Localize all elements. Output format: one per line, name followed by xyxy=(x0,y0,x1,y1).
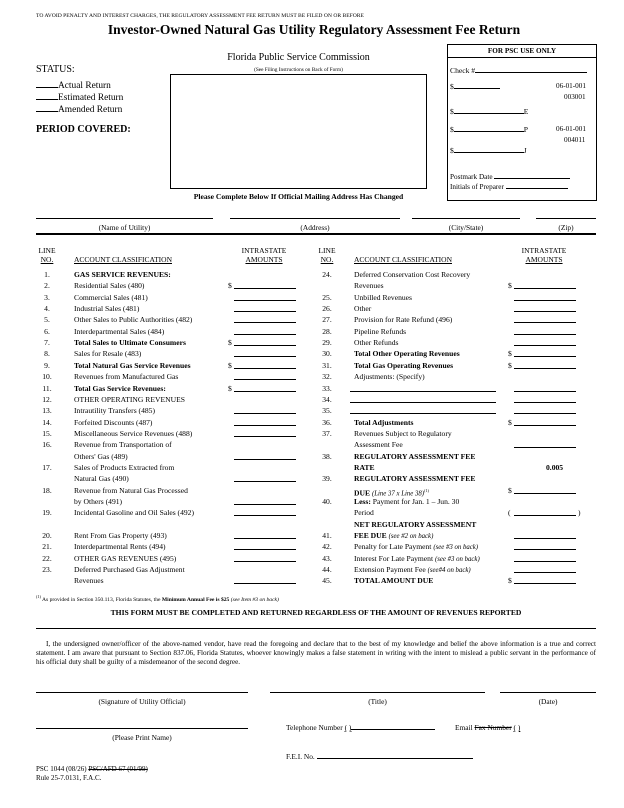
amount-field[interactable] xyxy=(514,327,576,335)
amount-field[interactable] xyxy=(234,281,296,289)
line-number: 6. xyxy=(44,326,50,336)
adjustment-specify-line[interactable] xyxy=(350,395,496,403)
table-row xyxy=(36,429,306,440)
table-row xyxy=(316,565,596,576)
table-row xyxy=(316,508,596,519)
account-label: Incidental Gasoline and Oil Sales (492) xyxy=(74,508,194,518)
amount-field[interactable] xyxy=(234,372,296,380)
line-number: 41. xyxy=(322,531,332,541)
paren-close: ) xyxy=(578,508,581,518)
amended-return-option[interactable]: Amended Return xyxy=(36,104,123,116)
amount-field[interactable] xyxy=(514,361,576,369)
line-number: 23. xyxy=(42,565,52,575)
account-label: OTHER GAS REVENUES (495) xyxy=(74,553,177,563)
table-row xyxy=(316,474,596,485)
table-row xyxy=(316,463,596,474)
amount-field[interactable] xyxy=(234,338,296,346)
table-row xyxy=(36,554,306,565)
account-label: Natural Gas (490) xyxy=(74,474,129,484)
table-row xyxy=(316,281,596,292)
zip-caption: (Zip) xyxy=(558,223,574,232)
dollar-sign: $ xyxy=(508,485,512,495)
line-number: 22. xyxy=(42,553,52,563)
amount-field[interactable] xyxy=(514,576,576,584)
account-label: Industrial Sales (481) xyxy=(74,304,140,314)
account-label: Interdepartmental Rents (494) xyxy=(74,542,166,552)
psc-code-2a: 06-01-001 xyxy=(556,125,586,133)
dollar-sign: $ xyxy=(508,576,512,586)
account-label: Residential Sales (480) xyxy=(74,281,145,291)
dollar-sign: $ xyxy=(508,349,512,359)
table-row xyxy=(36,304,306,315)
email-field[interactable]: Email Fax Number ( ) xyxy=(455,723,521,732)
fee-rate-value: 0.005 xyxy=(546,462,564,472)
line-number: 42. xyxy=(322,542,332,552)
account-label: Total Gas Operating Revenues xyxy=(354,360,454,370)
dollar-sign: $ xyxy=(508,360,512,370)
line-number: 12. xyxy=(42,394,52,404)
address-line[interactable] xyxy=(230,218,400,219)
line-number: 30. xyxy=(322,349,332,359)
table-row xyxy=(36,497,306,508)
table-row xyxy=(316,406,596,417)
title-caption: (Title) xyxy=(368,697,387,706)
account-label: Commercial Sales (481) xyxy=(74,292,148,302)
amount-field[interactable] xyxy=(514,281,576,289)
date-line[interactable] xyxy=(500,692,596,693)
table-row xyxy=(36,372,306,383)
line-number: 17. xyxy=(42,462,52,472)
amount-field[interactable] xyxy=(234,531,296,539)
account-label: Total Sales to Ultimate Consumers xyxy=(74,338,186,348)
line-number: 4. xyxy=(44,304,50,314)
table-row xyxy=(316,384,596,395)
dollar-sign: $ xyxy=(228,383,232,393)
line-number: 33. xyxy=(322,383,332,393)
address-caption: (Address) xyxy=(300,223,330,232)
amount-field[interactable] xyxy=(514,542,576,550)
account-label: Deferred Conservation Cost Recovery xyxy=(354,270,471,279)
line-number: 3. xyxy=(44,292,50,302)
table-row xyxy=(36,384,306,395)
table-row xyxy=(316,531,596,542)
amount-field[interactable] xyxy=(234,315,296,323)
account-label: Rent From Gas Property (493) xyxy=(74,531,167,541)
dollar-sign: $ xyxy=(508,281,512,291)
form-id: PSC 1044 (08/26) PSC/AFD 67 (01/99) Rule 25-7.0131, F.A.C. xyxy=(36,765,148,782)
amount-field[interactable] xyxy=(514,531,576,539)
amount-field[interactable] xyxy=(234,474,296,482)
table-row xyxy=(36,327,306,338)
line-number: 14. xyxy=(42,417,52,427)
account-label: Forfeited Discounts (487) xyxy=(74,417,153,427)
address-change-note: Please Complete Below If Official Mailing Address Has Changed xyxy=(193,192,404,201)
account-label: REGULATORY ASSESSMENT FEE xyxy=(354,451,476,461)
right-revenue-table xyxy=(316,270,596,590)
account-label: FEE DUE (see #2 on back) xyxy=(354,531,434,541)
account-label: Sales for Resale (483) xyxy=(74,349,142,359)
account-label: Interdepartmental Sales (484) xyxy=(74,326,165,336)
psc-amount-e[interactable]: $ E xyxy=(450,107,529,116)
line-number: 40. xyxy=(322,497,332,506)
account-label: Period xyxy=(354,508,374,518)
table-row xyxy=(316,395,596,406)
account-label: REGULATORY ASSESSMENT FEE xyxy=(354,474,476,484)
table-row xyxy=(316,452,596,463)
line-number: 1. xyxy=(44,270,50,279)
amount-field[interactable] xyxy=(514,508,576,516)
section-divider xyxy=(36,628,596,629)
line-number: 35. xyxy=(322,406,332,416)
account-label: NET REGULATORY ASSESSMENT xyxy=(354,519,477,529)
left-revenue-table xyxy=(36,270,306,590)
table-row xyxy=(36,520,306,531)
line-number: 31. xyxy=(322,360,332,370)
account-label: Miscellaneous Service Revenues (488) xyxy=(74,428,193,438)
psc-amount-p[interactable]: $ P xyxy=(450,125,529,134)
account-label: Other xyxy=(354,304,372,314)
table-row xyxy=(36,349,306,360)
paren-open: ( xyxy=(508,508,511,518)
account-label: Interest For Late Payment (see #3 on back) xyxy=(354,553,480,563)
table-row xyxy=(36,531,306,542)
account-label: DUE (Line 37 x Line 38)$^{(1)}$ xyxy=(354,487,429,498)
account-label: Other Sales to Public Authorities (482) xyxy=(74,315,193,325)
table-row xyxy=(36,452,306,463)
psc-amount-1[interactable]: $ xyxy=(450,82,500,91)
table-row xyxy=(36,406,306,417)
psc-code-2b: 004011 xyxy=(564,136,586,144)
psc-code-1b: 003001 xyxy=(564,93,586,101)
line-number: 38. xyxy=(322,451,332,461)
account-label: Intrautility Transfers (485) xyxy=(74,406,155,416)
adjustment-specify-line[interactable] xyxy=(350,384,496,392)
table-row xyxy=(36,293,306,304)
amount-field[interactable] xyxy=(514,486,576,494)
date-caption: (Date) xyxy=(538,697,558,706)
amount-field[interactable] xyxy=(514,565,576,573)
account-label: by Others (491) xyxy=(74,497,123,506)
table-row xyxy=(316,576,596,587)
preparer-initials-field[interactable]: Initials of Preparer xyxy=(450,183,568,191)
thick-divider xyxy=(36,233,596,235)
line-number: 28. xyxy=(322,326,332,336)
line-number: 27. xyxy=(322,315,332,325)
amount-field[interactable] xyxy=(234,384,296,392)
line-number: 26. xyxy=(322,304,332,314)
table-row xyxy=(36,281,306,292)
account-label: Revenue from Natural Gas Processed xyxy=(74,485,188,495)
actual-return-option[interactable]: Actual Return xyxy=(36,80,123,92)
line-number: 7. xyxy=(44,338,50,348)
title-line[interactable] xyxy=(270,692,485,693)
line-number: 2. xyxy=(44,281,50,291)
account-label: Sales of Products Extracted from xyxy=(74,462,175,472)
account-label: RATE xyxy=(354,462,375,472)
account-label: Total Adjustments xyxy=(354,417,414,427)
table-row xyxy=(316,429,596,440)
dollar-sign: $ xyxy=(508,417,512,427)
amount-field[interactable] xyxy=(234,497,296,505)
table-row xyxy=(316,304,596,315)
table-row xyxy=(316,440,596,451)
table-row xyxy=(36,418,306,429)
period-covered-label: PERIOD COVERED: xyxy=(36,124,131,135)
amount-field[interactable] xyxy=(514,395,576,403)
account-label: Total Gas Service Revenues: xyxy=(74,383,166,393)
line-number: 5. xyxy=(44,315,50,325)
amount-field[interactable] xyxy=(514,293,576,301)
table-row xyxy=(36,508,306,519)
amount-field[interactable] xyxy=(514,304,576,312)
account-label: Unbilled Revenues xyxy=(354,292,412,302)
table-row xyxy=(36,440,306,451)
table-row xyxy=(36,565,306,576)
line-number: 45. xyxy=(322,576,332,586)
psc-amount-j[interactable]: $ J xyxy=(450,146,527,155)
amount-field[interactable] xyxy=(514,315,576,323)
adjustment-specify-line[interactable] xyxy=(350,406,496,414)
table-row xyxy=(316,270,596,281)
declaration-text: I, the undersigned owner/officer of the above-named vendor, have read the foregoing and declare that to the best of my knowledge and belief the above information is a true and correct statement. I am aware that pursuant to Section 837.06, Florida Statutes, whoever knowingly makes a false statement in writing with the intent to mislead a public servant in the performance of his official duty shall be guilty of a misdemeanor of the second degree. xyxy=(36,640,596,666)
status-label: STATUS: xyxy=(36,64,75,75)
dollar-sign: $ xyxy=(228,281,232,291)
amount-field[interactable] xyxy=(234,349,296,357)
line-number: 21. xyxy=(42,542,52,552)
amount-field[interactable] xyxy=(514,384,576,392)
account-label: Total Other Operating Revenues xyxy=(354,349,460,359)
amount-field[interactable] xyxy=(234,452,296,460)
account-label: Revenues from Manufactured Gas xyxy=(74,372,179,382)
table-row xyxy=(316,315,596,326)
account-label: Provision for Rate Refund (496) xyxy=(354,315,453,325)
amount-field[interactable] xyxy=(514,418,576,426)
table-row xyxy=(36,486,306,497)
amount-field[interactable] xyxy=(514,554,576,562)
amount-field[interactable] xyxy=(514,406,576,414)
line-number: 25. xyxy=(322,292,332,302)
table-row xyxy=(316,349,596,360)
amount-field[interactable] xyxy=(234,304,296,312)
filing-deadline-warning: TO AVOID PENALTY AND INTEREST CHARGES, THE REGULATORY ASSESSMENT FEE RETURN MUST BE FILED ON OR BEFORE xyxy=(36,13,364,19)
table-row xyxy=(316,361,596,372)
minimum-fee-footnote: $^{(1)}$ As provided in Section 350.113, Florida Statutes, the Minimum Annual Fee is $25 (see Item #3 on back) xyxy=(36,594,279,603)
telephone-field[interactable]: Telephone Number ( ) xyxy=(286,723,435,732)
table-row xyxy=(316,486,596,497)
dollar-sign: $ xyxy=(228,360,232,370)
psc-use-only-box xyxy=(447,44,597,201)
signature-line[interactable] xyxy=(36,692,248,693)
table-row xyxy=(36,338,306,349)
amount-field[interactable] xyxy=(234,293,296,301)
amount-field[interactable] xyxy=(234,542,296,550)
line-number: 13. xyxy=(42,406,52,416)
account-label: Assessment Fee xyxy=(354,440,403,450)
utility-name-line[interactable] xyxy=(36,218,213,219)
line-number: 8. xyxy=(44,349,50,359)
line-number: 36. xyxy=(322,417,332,427)
amount-field[interactable] xyxy=(234,508,296,516)
signature-caption: (Signature of Utility Official) xyxy=(98,697,186,706)
table-row xyxy=(316,293,596,304)
line-number: 44. xyxy=(322,565,332,575)
account-label: Revenue from Transportation of xyxy=(74,440,172,450)
account-label: Revenues xyxy=(74,576,104,586)
account-label: GAS SERVICE REVENUES: xyxy=(74,270,171,279)
line-number: 18. xyxy=(42,485,52,495)
line-number: 15. xyxy=(42,428,52,438)
city-state-line[interactable] xyxy=(412,218,520,219)
table-row xyxy=(36,270,306,281)
amount-field[interactable] xyxy=(234,418,296,426)
table-row xyxy=(316,418,596,429)
table-row xyxy=(36,474,306,485)
line-number: 16. xyxy=(42,440,52,450)
table-row xyxy=(316,554,596,565)
right-col-headers: LINE NO. ACCOUNT CLASSIFICATION INTRASTATE AMOUNTS xyxy=(318,246,567,264)
amount-field[interactable] xyxy=(234,327,296,335)
table-row xyxy=(36,542,306,553)
estimated-return-option[interactable]: Estimated Return xyxy=(36,92,123,104)
line-number: 9. xyxy=(44,360,50,370)
line-number: 10. xyxy=(42,372,52,382)
line-number: 29. xyxy=(322,338,332,348)
commission-name: Florida Public Service Commission xyxy=(227,52,370,63)
print-name-caption: (Please Print Name) xyxy=(112,733,172,742)
line-number: 11. xyxy=(42,383,52,393)
line-number: 37. xyxy=(322,428,332,438)
line-number: 39. xyxy=(322,474,332,484)
print-name-line[interactable] xyxy=(36,728,248,729)
account-label: Penalty for Late Payment (see #3 on back) xyxy=(354,542,479,552)
account-label: Pipeline Refunds xyxy=(354,326,407,336)
account-label: Less: Payment for Jan. 1 – Jun. 30 xyxy=(354,497,460,506)
table-row xyxy=(36,315,306,326)
table-row xyxy=(316,338,596,349)
left-col-headers: LINE NO. ACCOUNT CLASSIFICATION INTRASTATE AMOUNTS xyxy=(38,246,287,264)
account-label: Extension Payment Fee (see#4 on back) xyxy=(354,565,471,575)
line-number: 43. xyxy=(322,553,332,563)
line-number: 34. xyxy=(322,394,332,404)
amount-field[interactable] xyxy=(234,361,296,369)
check-number-field[interactable]: Check # xyxy=(450,66,587,75)
table-row xyxy=(316,520,596,531)
fei-number-field[interactable]: F.E.I. No. xyxy=(286,752,473,761)
account-label: Deferred Purchased Gas Adjustment xyxy=(74,565,185,575)
amount-field[interactable] xyxy=(234,429,296,437)
amount-field[interactable] xyxy=(514,349,576,357)
table-row xyxy=(316,327,596,338)
account-label: Revenues xyxy=(354,281,384,291)
account-label: Others' Gas (489) xyxy=(74,451,128,461)
zip-line[interactable] xyxy=(536,218,596,219)
amount-field[interactable] xyxy=(234,554,296,562)
amount-field[interactable] xyxy=(234,406,296,414)
postmark-date-field[interactable]: Postmark Date xyxy=(450,173,570,181)
mailing-address-box[interactable] xyxy=(170,74,427,189)
account-label: TOTAL AMOUNT DUE xyxy=(354,576,434,586)
line-number: 20. xyxy=(42,531,52,541)
line-number: 24. xyxy=(322,270,332,279)
account-label: OTHER OPERATING REVENUES xyxy=(74,394,185,404)
table-row xyxy=(36,576,306,587)
table-row xyxy=(36,361,306,372)
table-row xyxy=(316,372,596,383)
filing-instructions-note: (See Filing Instructions on Back of Form) xyxy=(254,67,343,73)
form-title: Investor-Owned Natural Gas Utility Regulatory Assessment Fee Return xyxy=(107,22,521,37)
status-options xyxy=(36,80,123,116)
amount-field[interactable] xyxy=(514,338,576,346)
psc-header: FOR PSC USE ONLY xyxy=(487,47,557,55)
line-number: 19. xyxy=(42,508,52,518)
amount-field[interactable] xyxy=(514,440,576,448)
utility-name-caption: (Name of Utility) xyxy=(98,223,151,232)
amount-field[interactable] xyxy=(234,576,296,584)
psc-code-1a: 06-01-001 xyxy=(556,82,586,90)
line-number: 32. xyxy=(322,372,332,382)
table-row xyxy=(316,542,596,553)
table-row xyxy=(36,463,306,474)
dollar-sign: $ xyxy=(228,338,232,348)
city-state-caption: (City/State) xyxy=(448,223,484,232)
account-label: Revenues Subject to Regulatory xyxy=(354,428,452,438)
account-label: Total Natural Gas Service Revenues xyxy=(74,360,191,370)
table-row xyxy=(316,497,596,508)
account-label: Adjustments: (Specify) xyxy=(354,372,425,382)
table-row xyxy=(36,395,306,406)
must-complete-notice: THIS FORM MUST BE COMPLETED AND RETURNED REGARDLESS OF THE AMOUNT OF REVENUES REPORTED xyxy=(110,608,522,617)
account-label: Other Refunds xyxy=(354,338,399,348)
